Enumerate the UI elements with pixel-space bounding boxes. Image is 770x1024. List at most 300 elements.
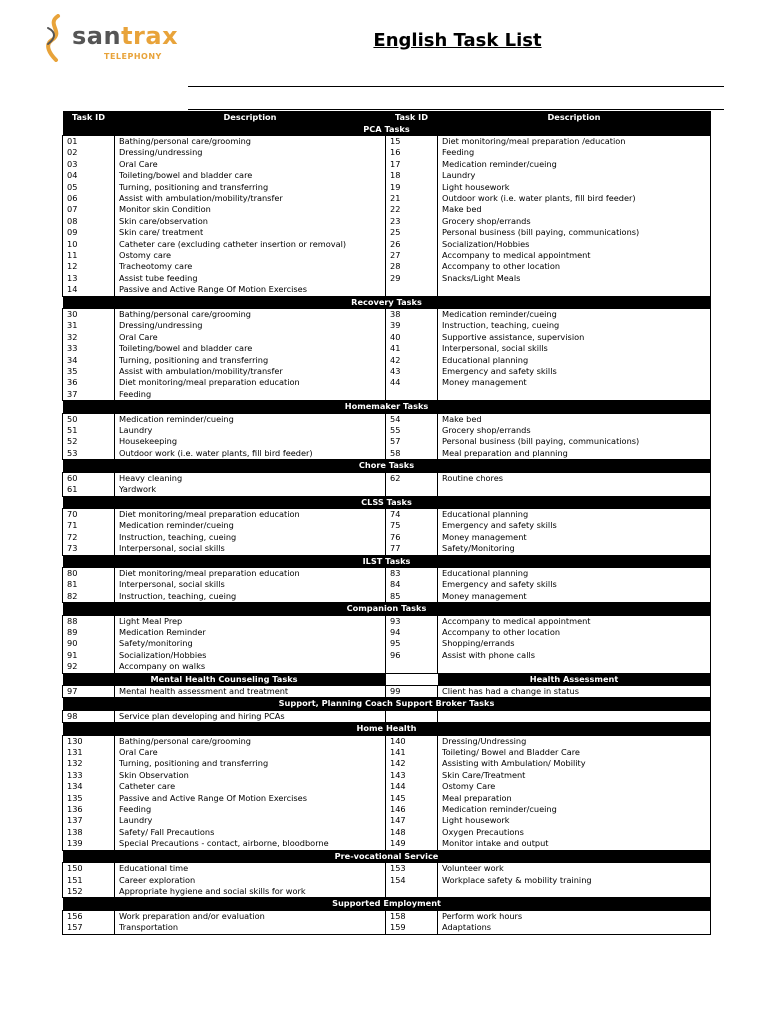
description-cell: Appropriate hygiene and social skills for work — [115, 886, 386, 898]
task-id-cell: 85 — [386, 591, 438, 603]
description-cell: Assist with phone calls — [438, 650, 711, 661]
task-id-cell: 13 — [63, 273, 115, 284]
task-id-cell: 139 — [63, 838, 115, 850]
task-id-cell: 30 — [63, 309, 115, 321]
section-title: Supported Employment — [63, 898, 711, 910]
task-id-cell: 145 — [386, 793, 438, 804]
task-id-cell: 29 — [386, 273, 438, 284]
task-id-cell: 60 — [63, 472, 115, 484]
description-cell: Monitor intake and output — [438, 838, 711, 850]
table-row — [63, 309, 711, 321]
section-title: Chore Tasks — [63, 460, 711, 472]
table-row — [63, 472, 711, 484]
description-cell: Turning, positioning and transferring — [115, 355, 386, 366]
description-cell: Volunteer work — [438, 863, 711, 875]
description-cell: Light Meal Prep — [115, 615, 386, 627]
table-row — [63, 377, 711, 388]
description-cell: Interpersonal, social skills — [115, 543, 386, 555]
task-id-cell: 42 — [386, 355, 438, 366]
task-id-cell: 19 — [386, 182, 438, 193]
description-cell: Career exploration — [115, 875, 386, 886]
task-id-cell: 77 — [386, 543, 438, 555]
description-cell: Instruction, teaching, cueing — [115, 591, 386, 603]
description-cell: Housekeeping — [115, 436, 386, 447]
task-id-cell: 157 — [63, 922, 115, 934]
table-row — [63, 332, 711, 343]
description-cell: Toileting/bowel and bladder care — [115, 343, 386, 354]
section-title: Companion Tasks — [63, 603, 711, 615]
table-header-row — [63, 111, 711, 124]
task-id-cell: 83 — [386, 567, 438, 579]
task-id-cell — [386, 661, 438, 673]
task-id-cell: 159 — [386, 922, 438, 934]
table-row — [63, 650, 711, 661]
description-cell: Emergency and safety skills — [438, 520, 711, 531]
task-id-cell: 22 — [386, 204, 438, 215]
task-id-cell: 99 — [386, 686, 438, 698]
task-id-cell: 144 — [386, 781, 438, 792]
task-id-cell: 53 — [63, 448, 115, 460]
table-row — [63, 193, 711, 204]
table-row — [63, 804, 711, 815]
table-row — [63, 448, 711, 460]
task-id-cell: 88 — [63, 615, 115, 627]
task-id-cell: 72 — [63, 532, 115, 543]
task-id-cell: 38 — [386, 309, 438, 321]
table-row — [63, 204, 711, 215]
description-cell: Safety/ Fall Precautions — [115, 827, 386, 838]
description-cell: Laundry — [115, 815, 386, 826]
task-id-cell: 07 — [63, 204, 115, 215]
table-row — [63, 770, 711, 781]
description-cell: Interpersonal, social skills — [115, 579, 386, 590]
description-cell: Money management — [438, 532, 711, 543]
description-cell: Dressing/undressing — [115, 320, 386, 331]
description-cell: Medication reminder/cueing — [438, 309, 711, 321]
task-id-cell: 25 — [386, 227, 438, 238]
description-cell — [438, 710, 711, 722]
table-row — [63, 827, 711, 838]
task-id-cell: 153 — [386, 863, 438, 875]
task-id-cell: 50 — [63, 413, 115, 425]
table-row — [63, 627, 711, 638]
description-cell: Assist tube feeding — [115, 273, 386, 284]
section-header — [63, 898, 711, 910]
table-row — [63, 567, 711, 579]
table-row — [63, 686, 711, 698]
task-id-cell: 81 — [63, 579, 115, 590]
task-id-cell: 147 — [386, 815, 438, 826]
task-id-cell: 02 — [63, 147, 115, 158]
task-id-cell: 73 — [63, 543, 115, 555]
description-cell: Safety/Monitoring — [438, 543, 711, 555]
section-header — [63, 496, 711, 508]
task-id-cell: 149 — [386, 838, 438, 850]
description-cell: Medication reminder/cueing — [115, 520, 386, 531]
table-row — [63, 781, 711, 792]
table-row — [63, 239, 711, 250]
description-cell: Accompany to medical appointment — [438, 615, 711, 627]
description-cell: Dressing/Undressing — [438, 735, 711, 747]
task-id-cell: 54 — [386, 413, 438, 425]
description-cell: Skin care/observation — [115, 216, 386, 227]
task-id-cell: 41 — [386, 343, 438, 354]
task-id-cell: 70 — [63, 508, 115, 520]
table-row — [63, 250, 711, 261]
task-id-cell: 76 — [386, 532, 438, 543]
description-cell: Make bed — [438, 204, 711, 215]
task-id-cell: 148 — [386, 827, 438, 838]
task-id-cell: 51 — [63, 425, 115, 436]
section-title: Home Health — [63, 723, 711, 735]
description-cell: Oxygen Precautions — [438, 827, 711, 838]
section-header — [63, 124, 711, 136]
description-cell: Yardwork — [115, 484, 386, 496]
logo-wordmark: santrax — [72, 22, 179, 50]
table-row — [63, 747, 711, 758]
company-logo — [40, 14, 180, 64]
description-cell: Feeding — [438, 147, 711, 158]
section-header — [63, 296, 711, 308]
description-cell: Perform work hours — [438, 910, 711, 922]
table-row — [63, 273, 711, 284]
task-id-cell: 61 — [63, 484, 115, 496]
task-id-cell: 10 — [63, 239, 115, 250]
section-title: Mental Health Counseling Tasks — [63, 673, 386, 685]
task-id-cell: 43 — [386, 366, 438, 377]
table-row — [63, 170, 711, 181]
description-cell: Assist with ambulation/mobility/transfer — [115, 366, 386, 377]
description-cell: Grocery shop/errands — [438, 425, 711, 436]
task-id-cell: 96 — [386, 650, 438, 661]
description-cell: Heavy cleaning — [115, 472, 386, 484]
description-cell: Socialization/Hobbies — [438, 239, 711, 250]
description-cell: Interpersonal, social skills — [438, 343, 711, 354]
table-row — [63, 910, 711, 922]
description-cell — [438, 389, 711, 401]
description-cell: Turning, positioning and transferring — [115, 182, 386, 193]
section-header — [63, 850, 711, 862]
description-cell: Emergency and safety skills — [438, 366, 711, 377]
task-id-cell: 37 — [63, 389, 115, 401]
table-row — [63, 216, 711, 227]
table-row — [63, 320, 711, 331]
table-row — [63, 159, 711, 170]
table-row — [63, 343, 711, 354]
table-row — [63, 543, 711, 555]
task-id-cell: 134 — [63, 781, 115, 792]
task-id-cell: 55 — [386, 425, 438, 436]
description-cell: Outdoor work (i.e. water plants, fill bird feeder) — [438, 193, 711, 204]
description-cell: Routine chores — [438, 472, 711, 484]
task-id-cell: 05 — [63, 182, 115, 193]
table-row — [63, 508, 711, 520]
task-table-body — [63, 124, 711, 935]
task-id-cell: 133 — [63, 770, 115, 781]
table-row — [63, 922, 711, 934]
table-row — [63, 793, 711, 804]
table-row — [63, 532, 711, 543]
section-title: Recovery Tasks — [63, 296, 711, 308]
description-cell: Client has had a change in status — [438, 686, 711, 698]
task-id-cell: 11 — [63, 250, 115, 261]
description-cell: Tracheotomy care — [115, 261, 386, 272]
task-id-cell: 52 — [63, 436, 115, 447]
description-cell: Toileting/bowel and bladder care — [115, 170, 386, 181]
task-id-cell: 94 — [386, 627, 438, 638]
task-id-cell — [386, 389, 438, 401]
section-title-right: Health Assessment — [438, 673, 711, 685]
table-row — [63, 520, 711, 531]
table-row — [63, 284, 711, 296]
task-id-cell: 21 — [386, 193, 438, 204]
logo-swirl-icon — [40, 14, 70, 62]
description-cell: Work preparation and/or evaluation — [115, 910, 386, 922]
table-row — [63, 886, 711, 898]
task-id-cell: 98 — [63, 710, 115, 722]
section-header — [63, 555, 711, 567]
description-cell: Accompany to other location — [438, 627, 711, 638]
column-header: Task ID — [386, 111, 438, 124]
section-title: Homemaker Tasks — [63, 401, 711, 413]
task-id-cell: 80 — [63, 567, 115, 579]
table-row — [63, 615, 711, 627]
table-row — [63, 261, 711, 272]
description-cell: Medication Reminder — [115, 627, 386, 638]
task-id-cell: 130 — [63, 735, 115, 747]
task-id-cell: 27 — [386, 250, 438, 261]
description-cell: Skin Care/Treatment — [438, 770, 711, 781]
task-id-cell: 71 — [63, 520, 115, 531]
description-cell: Light housework — [438, 815, 711, 826]
description-cell: Meal preparation and planning — [438, 448, 711, 460]
task-id-cell: 95 — [386, 638, 438, 649]
task-id-cell: 14 — [63, 284, 115, 296]
description-cell: Money management — [438, 377, 711, 388]
description-cell: Personal business (bill paying, communications) — [438, 227, 711, 238]
description-cell: Laundry — [115, 425, 386, 436]
description-cell: Dressing/undressing — [115, 147, 386, 158]
task-id-cell: 15 — [386, 135, 438, 147]
task-id-cell: 97 — [63, 686, 115, 698]
description-cell: Ostomy Care — [438, 781, 711, 792]
description-cell: Accompany on walks — [115, 661, 386, 673]
task-id-cell — [386, 484, 438, 496]
description-cell: Medication reminder/cueing — [115, 413, 386, 425]
description-cell: Socialization/Hobbies — [115, 650, 386, 661]
description-cell: Bathing/personal care/grooming — [115, 135, 386, 147]
task-id-cell: 31 — [63, 320, 115, 331]
table-row — [63, 579, 711, 590]
task-id-cell: 137 — [63, 815, 115, 826]
task-id-cell: 40 — [386, 332, 438, 343]
task-id-cell: 33 — [63, 343, 115, 354]
description-cell: Oral Care — [115, 747, 386, 758]
section-title: Support, Planning Coach Support Broker Tasks — [63, 698, 711, 710]
task-id-cell: 143 — [386, 770, 438, 781]
task-id-cell: 74 — [386, 508, 438, 520]
description-cell: Shopping/errands — [438, 638, 711, 649]
description-cell: Snacks/Light Meals — [438, 273, 711, 284]
description-cell: Toileting/ Bowel and Bladder Care — [438, 747, 711, 758]
description-cell: Accompany to medical appointment — [438, 250, 711, 261]
task-id-cell: 34 — [63, 355, 115, 366]
table-row — [63, 875, 711, 886]
description-cell: Light housework — [438, 182, 711, 193]
description-cell: Make bed — [438, 413, 711, 425]
description-cell: Monitor skin Condition — [115, 204, 386, 215]
task-id-cell: 140 — [386, 735, 438, 747]
task-id-cell: 135 — [63, 793, 115, 804]
description-cell: Adaptations — [438, 922, 711, 934]
signature-line-1 — [188, 86, 724, 87]
task-id-cell: 93 — [386, 615, 438, 627]
task-id-cell: 91 — [63, 650, 115, 661]
table-row — [63, 436, 711, 447]
description-cell: Ostomy care — [115, 250, 386, 261]
table-row — [63, 366, 711, 377]
table-row — [63, 735, 711, 747]
section-title: CLSS Tasks — [63, 496, 711, 508]
description-cell: Passive and Active Range Of Motion Exercises — [115, 793, 386, 804]
task-id-cell: 01 — [63, 135, 115, 147]
section-gap — [386, 673, 438, 685]
description-cell: Instruction, teaching, cueing — [115, 532, 386, 543]
description-cell: Mental health assessment and treatment — [115, 686, 386, 698]
task-id-cell: 57 — [386, 436, 438, 447]
logo-subtitle: TELEPHONY — [104, 52, 162, 61]
task-id-cell — [386, 710, 438, 722]
description-cell — [438, 886, 711, 898]
description-cell — [438, 484, 711, 496]
description-cell: Money management — [438, 591, 711, 603]
task-id-cell: 17 — [386, 159, 438, 170]
table-row — [63, 661, 711, 673]
description-cell: Diet monitoring/meal preparation education — [115, 567, 386, 579]
task-id-cell: 03 — [63, 159, 115, 170]
description-cell: Skin care/ treatment — [115, 227, 386, 238]
table-row — [63, 355, 711, 366]
description-cell: Workplace safety & mobility training — [438, 875, 711, 886]
task-id-cell: 75 — [386, 520, 438, 531]
section-title: PCA Tasks — [63, 124, 711, 136]
task-id-cell: 36 — [63, 377, 115, 388]
page-title: English Task List — [373, 30, 542, 51]
description-cell: Emergency and safety skills — [438, 579, 711, 590]
table-row — [63, 815, 711, 826]
task-id-cell: 26 — [386, 239, 438, 250]
description-cell — [438, 661, 711, 673]
task-id-cell: 35 — [63, 366, 115, 377]
section-header — [63, 723, 711, 735]
task-id-cell: 92 — [63, 661, 115, 673]
column-header: Description — [438, 111, 711, 124]
task-id-cell: 12 — [63, 261, 115, 272]
description-cell: Transportation — [115, 922, 386, 934]
description-cell — [438, 284, 711, 296]
column-header: Task ID — [63, 111, 115, 124]
task-id-cell: 156 — [63, 910, 115, 922]
section-header — [63, 401, 711, 413]
task-id-cell: 138 — [63, 827, 115, 838]
description-cell: Oral Care — [115, 332, 386, 343]
table-row — [63, 638, 711, 649]
table-row — [63, 135, 711, 147]
description-cell: Instruction, teaching, cueing — [438, 320, 711, 331]
task-id-cell: 152 — [63, 886, 115, 898]
description-cell: Meal preparation — [438, 793, 711, 804]
description-cell: Diet monitoring/meal preparation /education — [438, 135, 711, 147]
task-id-cell: 141 — [386, 747, 438, 758]
description-cell: Medication reminder/cueing — [438, 804, 711, 815]
description-cell: Diet monitoring/meal preparation education — [115, 377, 386, 388]
description-cell: Educational planning — [438, 508, 711, 520]
description-cell: Safety/monitoring — [115, 638, 386, 649]
table-row — [63, 147, 711, 158]
task-id-cell: 158 — [386, 910, 438, 922]
section-header — [63, 698, 711, 710]
description-cell: Skin Observation — [115, 770, 386, 781]
description-cell: Assist with ambulation/mobility/transfer — [115, 193, 386, 204]
table-row — [63, 425, 711, 436]
description-cell: Feeding — [115, 389, 386, 401]
description-cell: Educational time — [115, 863, 386, 875]
section-header — [63, 673, 711, 685]
section-header — [63, 603, 711, 615]
task-id-cell: 131 — [63, 747, 115, 758]
description-cell: Catheter care (excluding catheter insertion or removal) — [115, 239, 386, 250]
description-cell: Bathing/personal care/grooming — [115, 735, 386, 747]
task-id-cell: 16 — [386, 147, 438, 158]
table-row — [63, 182, 711, 193]
task-id-cell: 89 — [63, 627, 115, 638]
description-cell: Oral Care — [115, 159, 386, 170]
table-row — [63, 591, 711, 603]
section-title: Pre-vocational Service — [63, 850, 711, 862]
table-row — [63, 863, 711, 875]
section-header — [63, 460, 711, 472]
table-row — [63, 710, 711, 722]
description-cell: Personal business (bill paying, communications) — [438, 436, 711, 447]
description-cell: Laundry — [438, 170, 711, 181]
description-cell: Educational planning — [438, 567, 711, 579]
task-id-cell: 142 — [386, 758, 438, 769]
task-id-cell: 151 — [63, 875, 115, 886]
task-id-cell: 154 — [386, 875, 438, 886]
task-table — [62, 111, 711, 935]
description-cell: Accompany to other location — [438, 261, 711, 272]
task-id-cell: 18 — [386, 170, 438, 181]
description-cell: Assisting with Ambulation/ Mobility — [438, 758, 711, 769]
task-id-cell: 84 — [386, 579, 438, 590]
task-id-cell: 08 — [63, 216, 115, 227]
task-id-cell: 150 — [63, 863, 115, 875]
task-id-cell — [386, 886, 438, 898]
task-id-cell: 62 — [386, 472, 438, 484]
description-cell: Grocery shop/errands — [438, 216, 711, 227]
task-id-cell: 132 — [63, 758, 115, 769]
task-id-cell: 58 — [386, 448, 438, 460]
table-row — [63, 227, 711, 238]
task-id-cell: 136 — [63, 804, 115, 815]
task-id-cell: 90 — [63, 638, 115, 649]
task-id-cell: 28 — [386, 261, 438, 272]
description-cell: Medication reminder/cueing — [438, 159, 711, 170]
description-cell: Passive and Active Range Of Motion Exercises — [115, 284, 386, 296]
table-row — [63, 484, 711, 496]
description-cell: Educational planning — [438, 355, 711, 366]
task-id-cell: 06 — [63, 193, 115, 204]
